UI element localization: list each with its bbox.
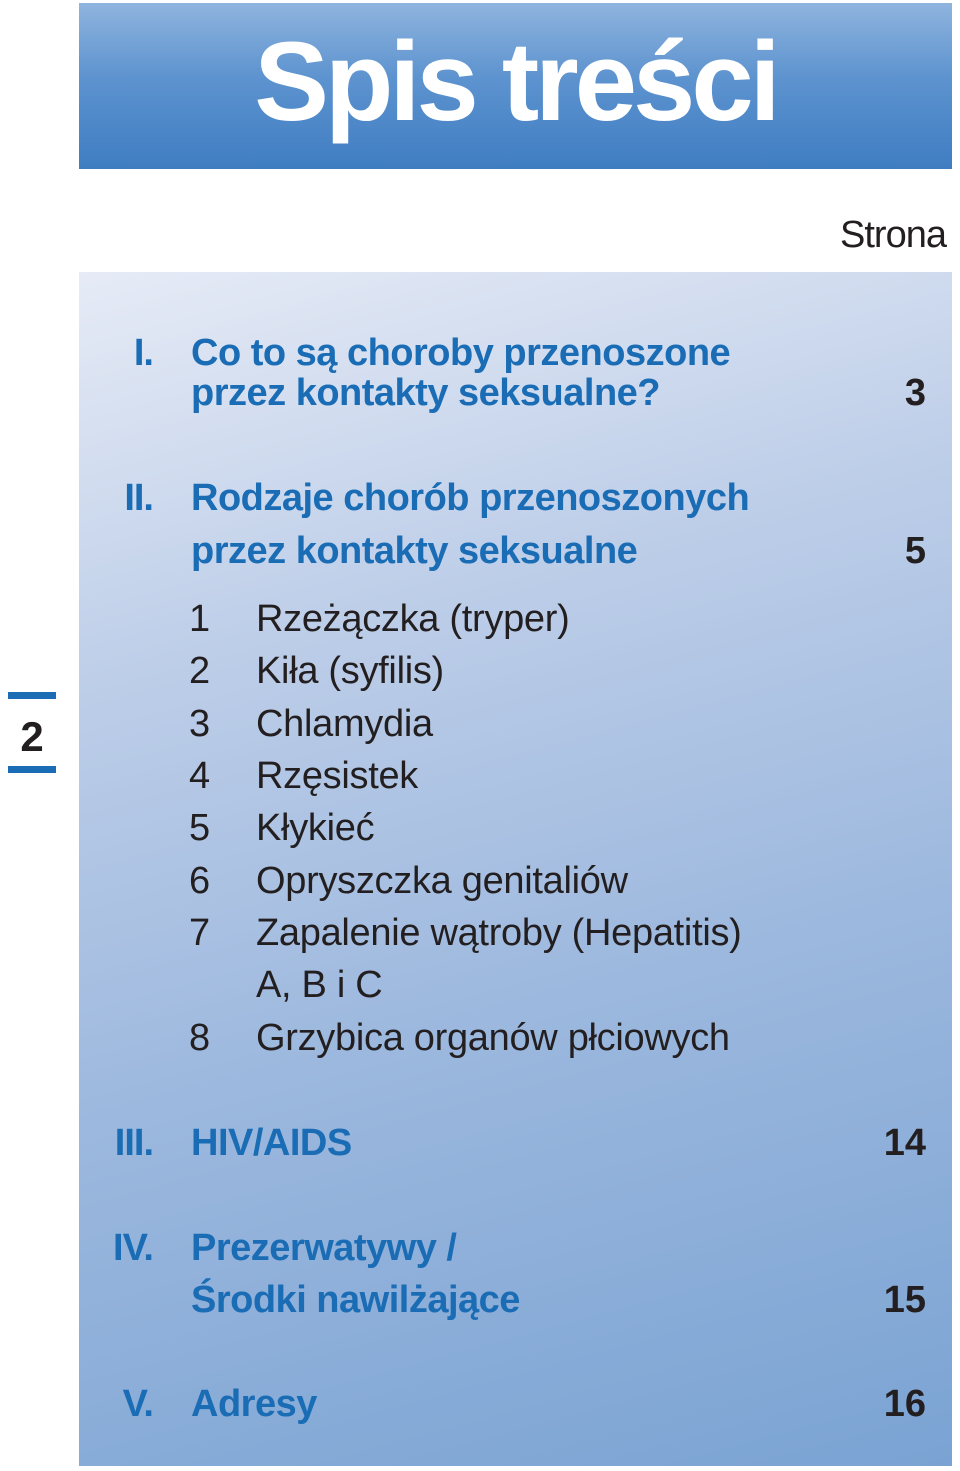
- section-page: 15: [883, 1279, 926, 1321]
- page-column-label: Strona: [840, 214, 946, 256]
- section-title-line1: Prezerwatywy /: [191, 1227, 457, 1269]
- section-number: V.: [122, 1383, 153, 1425]
- section-page: 3: [904, 372, 926, 414]
- subitem-number: 8: [189, 1017, 210, 1059]
- section-title-line2: przez kontakty seksualne?: [191, 372, 661, 414]
- subitem-label-continued: A, B i C: [256, 964, 383, 1006]
- subitem-label: Kłykieć: [256, 807, 375, 849]
- page-marker-line-bottom: [8, 766, 56, 773]
- subitem-number: 7: [189, 912, 210, 954]
- section-number: III.: [114, 1122, 153, 1164]
- section-title-line1: HIV/AIDS: [191, 1122, 352, 1164]
- section-page: 14: [883, 1122, 926, 1164]
- subitem-number: 2: [189, 650, 210, 692]
- subitem-label: Kiła (syfilis): [256, 650, 444, 692]
- subitem-label: Rzęsistek: [256, 755, 419, 797]
- subitem-number: 5: [189, 807, 210, 849]
- section-title-line2: przez kontakty seksualne: [191, 530, 638, 572]
- page-number: 2: [20, 713, 44, 760]
- section-number: I.: [133, 332, 153, 374]
- subitem-number: 4: [189, 755, 210, 797]
- title-banner: [79, 3, 952, 169]
- page-title: Spis treści: [254, 19, 777, 144]
- section-title-line2: Środki nawilżające: [191, 1279, 520, 1321]
- section-title-line1: Rodzaje chorób przenoszonych: [191, 477, 750, 519]
- subitem-label: Grzybica organów płciowych: [256, 1017, 730, 1059]
- section-number: II.: [124, 477, 153, 519]
- page-marker-line-top: [8, 692, 56, 699]
- subitem-label: Zapalenie wątroby (Hepatitis): [256, 912, 742, 954]
- section-title-line1: Co to są choroby przenoszone: [191, 332, 731, 374]
- subitem-label: Chlamydia: [256, 703, 433, 745]
- section-page: 5: [904, 530, 926, 572]
- subitem-label: Rzeżączka (tryper): [256, 598, 570, 640]
- subitem-label: Opryszczka genitaliów: [256, 860, 628, 902]
- section-number: IV.: [113, 1227, 153, 1269]
- subitem-number: 1: [189, 598, 210, 640]
- section-title-line1: Adresy: [191, 1383, 317, 1425]
- subitem-number: 3: [189, 703, 210, 745]
- subitem-number: 6: [189, 860, 210, 902]
- section-page: 16: [883, 1383, 926, 1425]
